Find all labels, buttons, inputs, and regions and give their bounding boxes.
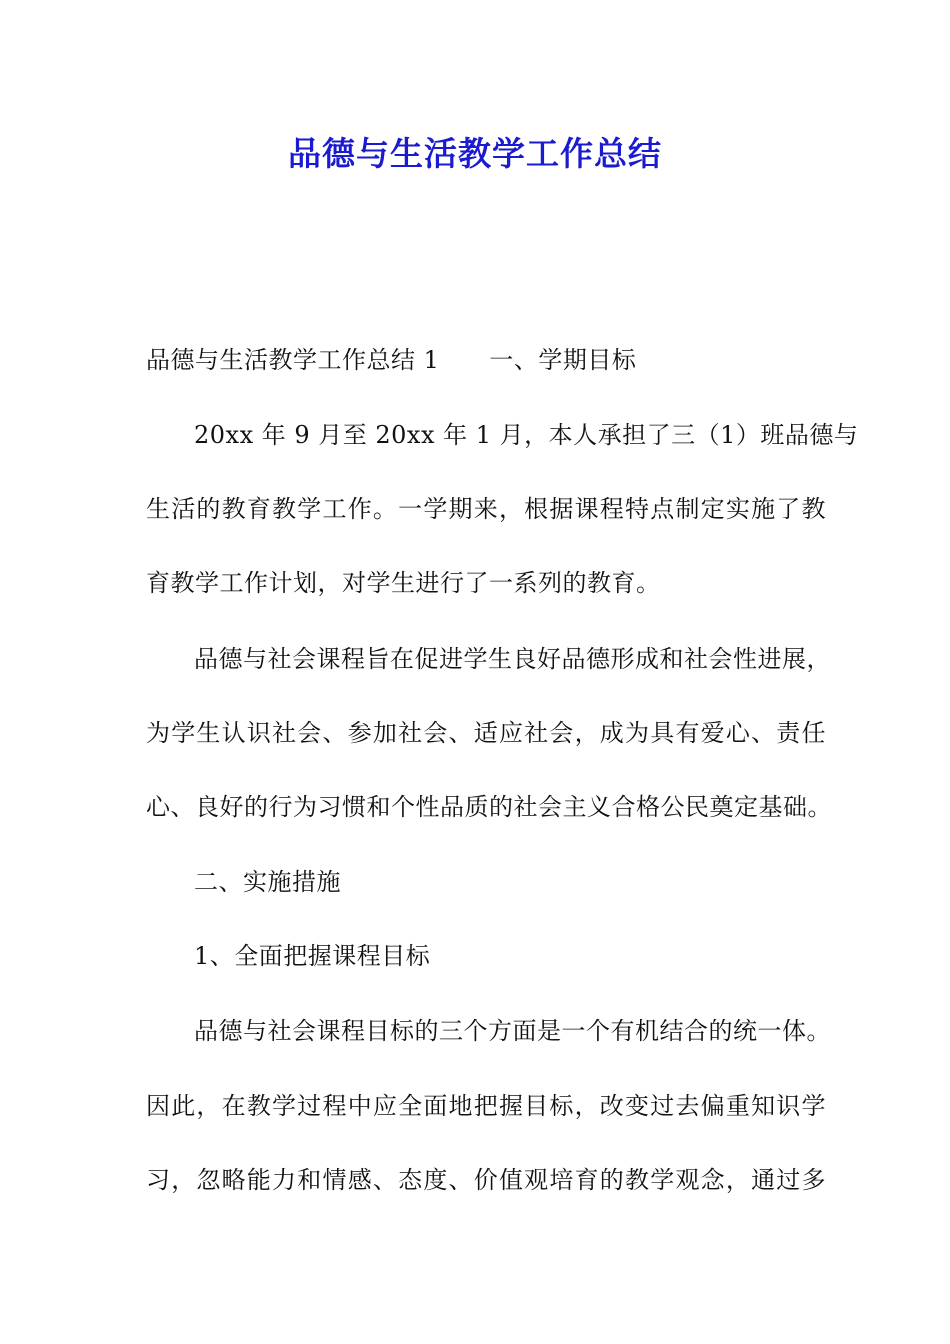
section-heading-1: 一、学期目标	[489, 346, 637, 374]
paragraph-line: 品德与社会课程旨在促进学生良好品德形成和社会性进展，	[194, 645, 831, 673]
paragraph-line: 20xx 年 9 月至 20xx 年 1 月，本人承担了三（1）班品德与	[194, 421, 859, 449]
paragraph-line: 习，忽略能力和情感、态度、价值观培育的教学观念，通过多	[146, 1166, 826, 1194]
section-heading-2: 二、实施措施	[194, 868, 341, 896]
paragraph-line: 育教学工作计划，对学生进行了一系列的教育。	[146, 569, 661, 597]
document-title: 品德与生活教学工作总结	[288, 134, 662, 173]
paragraph-line: 生活的教育教学工作。一学期来，根据课程特点制定实施了教	[146, 495, 826, 523]
paragraph-line: 因此，在教学过程中应全面地把握目标，改变过去偏重知识学	[146, 1092, 826, 1120]
subsection-heading: 1、全面把握课程目标	[194, 942, 431, 970]
heading-line	[146, 345, 826, 375]
paragraph-line: 为学生认识社会、参加社会、适应社会，成为具有爱心、责任	[146, 719, 826, 747]
paragraph-line: 品德与社会课程目标的三个方面是一个有机结合的统一体。	[194, 1017, 831, 1045]
summary-heading: 品德与生活教学工作总结 1	[146, 346, 440, 374]
paragraph-line: 心、良好的行为习惯和个性品质的社会主义合格公民奠定基础。	[146, 793, 832, 821]
